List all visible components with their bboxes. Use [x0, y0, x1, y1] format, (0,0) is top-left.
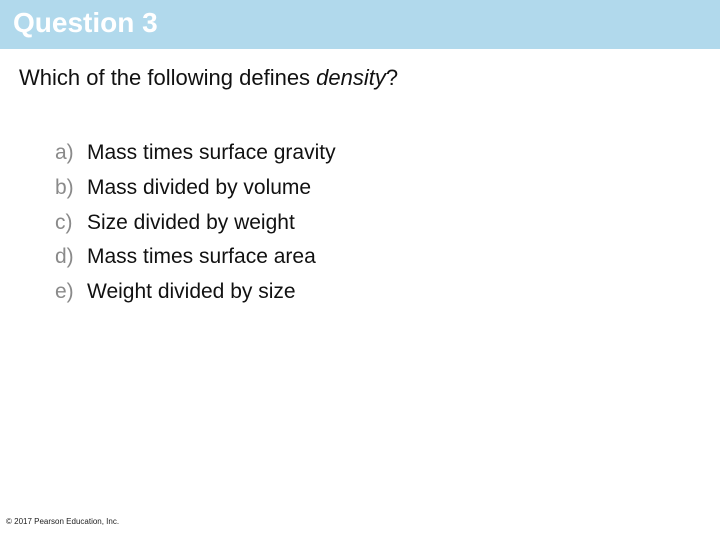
slide-title: Question 3: [13, 7, 158, 38]
option-text: Weight divided by size: [87, 280, 296, 304]
question-emphasis: density: [316, 65, 386, 90]
copyright-notice: © 2017 Pearson Education, Inc.: [6, 517, 120, 526]
option-text: Mass times surface area: [87, 245, 316, 269]
option-letter: b): [55, 175, 74, 199]
option-letter: a): [55, 141, 74, 164]
question-suffix: ?: [385, 65, 399, 90]
option-e[interactable]: [55, 275, 336, 310]
option-text: Mass times surface gravity: [87, 141, 336, 164]
option-letter: c): [55, 210, 73, 234]
option-letter: d): [55, 245, 74, 269]
option-c[interactable]: [55, 206, 336, 241]
option-a[interactable]: [55, 136, 336, 171]
option-d[interactable]: [55, 240, 336, 275]
question-prefix: Which of the following defines: [19, 65, 317, 90]
option-text: Mass divided by volume: [87, 175, 312, 199]
option-letter: e): [55, 280, 74, 304]
answer-options: [55, 136, 336, 310]
option-b[interactable]: [55, 171, 336, 206]
option-text: Size divided by weight: [87, 210, 295, 234]
question-text: [19, 63, 398, 93]
title-bar: [0, 0, 720, 49]
